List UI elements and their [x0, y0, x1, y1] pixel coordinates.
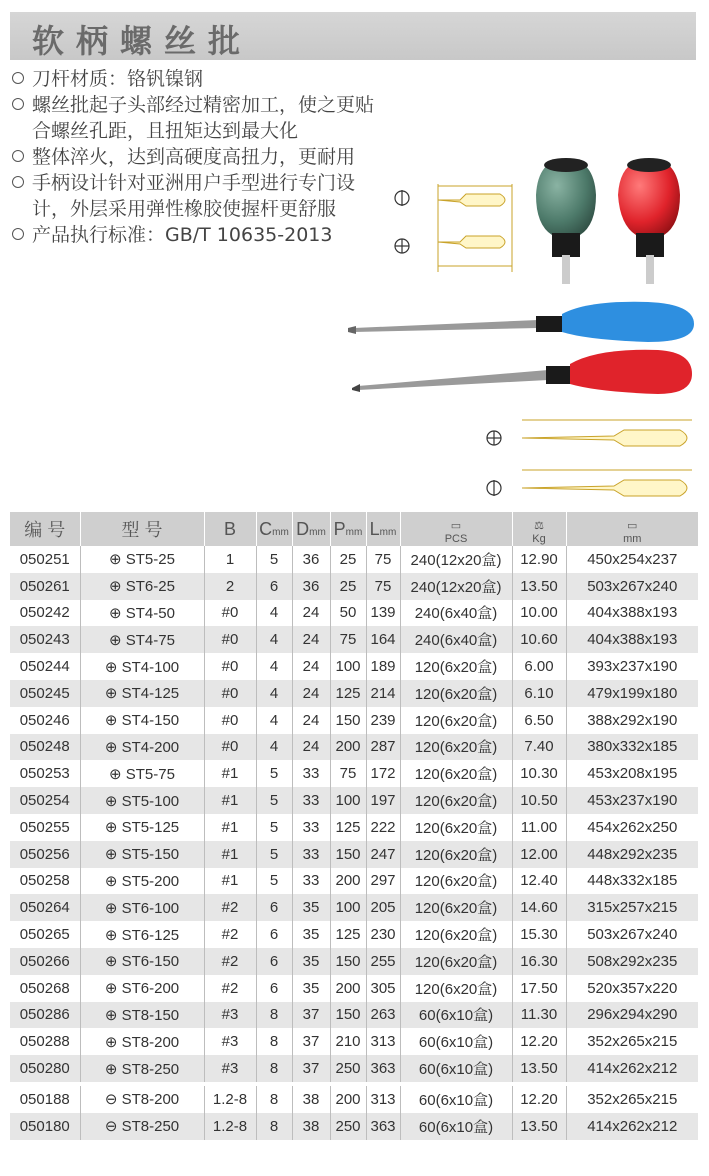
- cell-code: 050266: [10, 948, 80, 975]
- cell-model: ⊕ ST4-50: [80, 600, 204, 627]
- cell-l: 75: [366, 573, 400, 600]
- circle-bullet-icon: [12, 228, 24, 240]
- cell-code: 050245: [10, 680, 80, 707]
- cell-pcs: 120(6x20盒): [400, 787, 512, 814]
- handle-photo: [528, 155, 708, 285]
- cell-kg: 7.40: [512, 734, 566, 761]
- cell-d: 24: [292, 680, 330, 707]
- cell-kg: 10.60: [512, 626, 566, 653]
- spec-table: [10, 512, 698, 1140]
- cell-b: #0: [204, 653, 256, 680]
- cell-p: 200: [330, 734, 366, 761]
- feature-item: 手柄设计针对亚洲用户手型进行专门设计，外层采用弹性橡胶使握杆更舒服: [12, 170, 392, 222]
- table-row: [10, 626, 698, 653]
- cell-code: 050280: [10, 1055, 80, 1082]
- table-body: [10, 546, 698, 1140]
- cell-b: #2: [204, 975, 256, 1002]
- cell-model: ⊕ ST6-125: [80, 921, 204, 948]
- cell-p: 150: [330, 948, 366, 975]
- cell-l: 287: [366, 734, 400, 761]
- cell-d: 37: [292, 1028, 330, 1055]
- cell-c: 5: [256, 868, 292, 895]
- header-b: B: [204, 512, 256, 546]
- cell-p: 250: [330, 1113, 366, 1140]
- cell-b: #0: [204, 626, 256, 653]
- cell-b: #3: [204, 1055, 256, 1082]
- cell-d: 24: [292, 707, 330, 734]
- cell-d: 37: [292, 1055, 330, 1082]
- cell-b: #3: [204, 1028, 256, 1055]
- cell-pcs: 240(6x40盒): [400, 626, 512, 653]
- table-row: [10, 975, 698, 1002]
- cell-l: 139: [366, 600, 400, 627]
- cell-b: #2: [204, 894, 256, 921]
- cell-size: 404x388x193: [566, 626, 698, 653]
- cell-model: ⊕ ST4-100: [80, 653, 204, 680]
- cell-b: #2: [204, 921, 256, 948]
- cell-model: ⊕ ST8-250: [80, 1055, 204, 1082]
- table-row: [10, 1028, 698, 1055]
- cell-l: 363: [366, 1113, 400, 1140]
- cell-c: 4: [256, 680, 292, 707]
- cell-pcs: 120(6x20盒): [400, 975, 512, 1002]
- cell-c: 8: [256, 1002, 292, 1029]
- cell-b: #0: [204, 707, 256, 734]
- cell-model: ⊕ ST5-150: [80, 841, 204, 868]
- cell-pcs: 120(6x20盒): [400, 707, 512, 734]
- cell-code: 050188: [10, 1086, 80, 1113]
- cell-l: 305: [366, 975, 400, 1002]
- cell-model: ⊕ ST6-150: [80, 948, 204, 975]
- table-row: [10, 760, 698, 787]
- cell-d: 38: [292, 1086, 330, 1113]
- cell-b: #0: [204, 600, 256, 627]
- cell-kg: 10.30: [512, 760, 566, 787]
- cell-size: 414x262x212: [566, 1113, 698, 1140]
- cell-size: 414x262x212: [566, 1055, 698, 1082]
- cell-p: 100: [330, 653, 366, 680]
- cell-d: 24: [292, 600, 330, 627]
- table-row: [10, 573, 698, 600]
- table-row: [10, 814, 698, 841]
- cell-p: 125: [330, 680, 366, 707]
- cell-l: 222: [366, 814, 400, 841]
- feature-item: 螺丝批起子头部经过精密加工，使之更贴合螺丝孔距，且扭矩达到最大化: [12, 92, 392, 144]
- cell-kg: 11.30: [512, 1002, 566, 1029]
- cell-l: 230: [366, 921, 400, 948]
- table-row: [10, 1113, 698, 1140]
- cell-b: 2: [204, 573, 256, 600]
- cell-b: #3: [204, 1002, 256, 1029]
- cell-p: 75: [330, 760, 366, 787]
- cell-l: 75: [366, 546, 400, 573]
- cell-size: 296x294x290: [566, 1002, 698, 1029]
- cell-b: #1: [204, 814, 256, 841]
- cell-model: ⊕ ST4-75: [80, 626, 204, 653]
- page-title: 软柄螺丝批: [32, 22, 253, 60]
- cell-code: 050251: [10, 546, 80, 573]
- cell-c: 5: [256, 841, 292, 868]
- cell-size: 404x388x193: [566, 600, 698, 627]
- cell-p: 125: [330, 921, 366, 948]
- cell-code: 050258: [10, 868, 80, 895]
- cell-l: 363: [366, 1055, 400, 1082]
- cell-d: 33: [292, 841, 330, 868]
- header-pcs: ▭ PCS: [400, 512, 512, 546]
- cell-l: 297: [366, 868, 400, 895]
- weight-icon: ⚖: [534, 520, 544, 532]
- table-row: [10, 868, 698, 895]
- cell-p: 250: [330, 1055, 366, 1082]
- cell-size: 479x199x180: [566, 680, 698, 707]
- table-row: [10, 707, 698, 734]
- cell-pcs: 60(6x10盒): [400, 1002, 512, 1029]
- cell-size: 453x208x195: [566, 760, 698, 787]
- cell-kg: 6.50: [512, 707, 566, 734]
- cell-p: 150: [330, 707, 366, 734]
- header-kg: ⚖ Kg: [512, 512, 566, 546]
- circle-bullet-icon: [12, 150, 24, 162]
- cell-kg: 16.30: [512, 948, 566, 975]
- table-row: [10, 600, 698, 627]
- cell-c: 4: [256, 626, 292, 653]
- cell-code: 050255: [10, 814, 80, 841]
- table-row: [10, 546, 698, 573]
- cell-code: 050286: [10, 1002, 80, 1029]
- cell-pcs: 120(6x20盒): [400, 948, 512, 975]
- feature-item: 刀杆材质：铬钒镍钢: [12, 66, 392, 92]
- cell-l: 247: [366, 841, 400, 868]
- cell-code: 050264: [10, 894, 80, 921]
- cell-model: ⊕ ST5-200: [80, 868, 204, 895]
- feature-item: 产品执行标准：GB/T 10635-2013: [12, 222, 392, 248]
- cell-pcs: 120(6x20盒): [400, 894, 512, 921]
- cell-p: 75: [330, 626, 366, 653]
- cell-model: ⊕ ST8-150: [80, 1002, 204, 1029]
- header-l: Lmm: [366, 512, 400, 546]
- cell-code: 050253: [10, 760, 80, 787]
- cell-pcs: 120(6x20盒): [400, 921, 512, 948]
- cell-size: 315x257x215: [566, 894, 698, 921]
- cell-size: 508x292x235: [566, 948, 698, 975]
- cell-model: ⊕ ST5-125: [80, 814, 204, 841]
- cell-size: 450x254x237: [566, 546, 698, 573]
- cell-code: 050254: [10, 787, 80, 814]
- cell-d: 24: [292, 734, 330, 761]
- cell-d: 24: [292, 653, 330, 680]
- cell-size: 448x292x235: [566, 841, 698, 868]
- cell-p: 150: [330, 841, 366, 868]
- table-row: [10, 1055, 698, 1082]
- cell-kg: 12.90: [512, 546, 566, 573]
- cell-c: 5: [256, 546, 292, 573]
- cell-pcs: 240(12x20盒): [400, 573, 512, 600]
- cell-size: 503x267x240: [566, 921, 698, 948]
- cell-pcs: 120(6x20盒): [400, 653, 512, 680]
- cell-kg: 15.30: [512, 921, 566, 948]
- cell-l: 255: [366, 948, 400, 975]
- dimension-diagram: [484, 412, 700, 508]
- header-c: Cmm: [256, 512, 292, 546]
- cell-size: 352x265x215: [566, 1086, 698, 1113]
- cell-b: #1: [204, 868, 256, 895]
- cell-pcs: 240(6x40盒): [400, 600, 512, 627]
- cell-size: 503x267x240: [566, 573, 698, 600]
- table-header-row: [10, 512, 698, 546]
- cell-p: 200: [330, 975, 366, 1002]
- table-row: [10, 1086, 698, 1113]
- cell-size: 520x357x220: [566, 975, 698, 1002]
- circle-bullet-icon: [12, 176, 24, 188]
- circle-bullet-icon: [12, 98, 24, 110]
- cell-code: 050243: [10, 626, 80, 653]
- cell-model: ⊕ ST6-200: [80, 975, 204, 1002]
- cell-d: 35: [292, 948, 330, 975]
- cell-model: ⊕ ST5-75: [80, 760, 204, 787]
- cell-d: 37: [292, 1002, 330, 1029]
- cell-c: 4: [256, 653, 292, 680]
- header-p: Pmm: [330, 512, 366, 546]
- cell-b: #1: [204, 841, 256, 868]
- cell-p: 100: [330, 894, 366, 921]
- circle-bullet-icon: [12, 72, 24, 84]
- table-row: [10, 948, 698, 975]
- cell-size: 380x332x185: [566, 734, 698, 761]
- cell-p: 200: [330, 868, 366, 895]
- cell-model: ⊖ ST8-200: [80, 1086, 204, 1113]
- cell-kg: 12.40: [512, 868, 566, 895]
- cell-d: 24: [292, 626, 330, 653]
- cell-code: 050180: [10, 1113, 80, 1140]
- cell-code: 050261: [10, 573, 80, 600]
- cell-l: 214: [366, 680, 400, 707]
- carton-icon: ▭: [627, 520, 638, 532]
- cell-l: 189: [366, 653, 400, 680]
- table-row: [10, 734, 698, 761]
- cell-kg: 17.50: [512, 975, 566, 1002]
- cell-c: 4: [256, 734, 292, 761]
- cell-c: 8: [256, 1055, 292, 1082]
- cell-c: 5: [256, 814, 292, 841]
- cell-l: 205: [366, 894, 400, 921]
- cell-b: 1: [204, 546, 256, 573]
- header-model: 型 号: [80, 512, 204, 546]
- table-row: [10, 680, 698, 707]
- tip-diagram-top: [388, 180, 520, 274]
- cell-p: 25: [330, 573, 366, 600]
- cell-code: 050246: [10, 707, 80, 734]
- cell-b: #0: [204, 680, 256, 707]
- cell-model: ⊕ ST5-25: [80, 546, 204, 573]
- cell-model: ⊕ ST4-150: [80, 707, 204, 734]
- cell-l: 313: [366, 1086, 400, 1113]
- cell-c: 8: [256, 1086, 292, 1113]
- cell-l: 164: [366, 626, 400, 653]
- cell-code: 050248: [10, 734, 80, 761]
- cell-model: ⊕ ST6-100: [80, 894, 204, 921]
- cell-b: #1: [204, 787, 256, 814]
- table-row: [10, 653, 698, 680]
- cell-d: 33: [292, 814, 330, 841]
- cell-size: 352x265x215: [566, 1028, 698, 1055]
- cell-kg: 11.00: [512, 814, 566, 841]
- cell-model: ⊖ ST8-250: [80, 1113, 204, 1140]
- cell-pcs: 120(6x20盒): [400, 868, 512, 895]
- cell-code: 050244: [10, 653, 80, 680]
- cell-kg: 14.60: [512, 894, 566, 921]
- cell-size: 393x237x190: [566, 653, 698, 680]
- cell-c: 8: [256, 1113, 292, 1140]
- cell-code: 050242: [10, 600, 80, 627]
- cell-kg: 12.20: [512, 1086, 566, 1113]
- table-row: [10, 787, 698, 814]
- cell-d: 33: [292, 868, 330, 895]
- cell-d: 33: [292, 787, 330, 814]
- cell-code: 050288: [10, 1028, 80, 1055]
- cell-pcs: 60(6x10盒): [400, 1028, 512, 1055]
- cell-code: 050268: [10, 975, 80, 1002]
- screwdriver-photo: [318, 284, 700, 400]
- cell-p: 200: [330, 1086, 366, 1113]
- cell-c: 8: [256, 1028, 292, 1055]
- table-row: [10, 921, 698, 948]
- cell-d: 33: [292, 760, 330, 787]
- cell-p: 150: [330, 1002, 366, 1029]
- cell-c: 6: [256, 573, 292, 600]
- cell-pcs: 120(6x20盒): [400, 841, 512, 868]
- cell-d: 35: [292, 975, 330, 1002]
- cell-l: 313: [366, 1028, 400, 1055]
- table-row: [10, 841, 698, 868]
- cell-size: 388x292x190: [566, 707, 698, 734]
- cell-c: 6: [256, 921, 292, 948]
- cell-d: 38: [292, 1113, 330, 1140]
- cell-b: #0: [204, 734, 256, 761]
- cell-kg: 10.50: [512, 787, 566, 814]
- cell-kg: 6.10: [512, 680, 566, 707]
- cell-pcs: 60(6x10盒): [400, 1055, 512, 1082]
- cell-d: 36: [292, 546, 330, 573]
- cell-d: 35: [292, 921, 330, 948]
- cell-model: ⊕ ST4-125: [80, 680, 204, 707]
- cell-c: 5: [256, 787, 292, 814]
- table-row: [10, 1002, 698, 1029]
- cell-l: 263: [366, 1002, 400, 1029]
- cell-l: 239: [366, 707, 400, 734]
- cell-pcs: 60(6x10盒): [400, 1113, 512, 1140]
- cell-kg: 6.00: [512, 653, 566, 680]
- cell-p: 100: [330, 787, 366, 814]
- header-d: Dmm: [292, 512, 330, 546]
- cell-model: ⊕ ST6-25: [80, 573, 204, 600]
- cell-b: #2: [204, 948, 256, 975]
- cell-model: ⊕ ST4-200: [80, 734, 204, 761]
- cell-l: 172: [366, 760, 400, 787]
- cell-pcs: 120(6x20盒): [400, 680, 512, 707]
- cell-kg: 13.50: [512, 1055, 566, 1082]
- box-icon: ▭: [450, 520, 462, 532]
- table-row: [10, 894, 698, 921]
- cell-pcs: 240(12x20盒): [400, 546, 512, 573]
- feature-item: 整体淬火，达到高硬度高扭力，更耐用: [12, 144, 392, 170]
- cell-p: 210: [330, 1028, 366, 1055]
- cell-size: 453x237x190: [566, 787, 698, 814]
- cell-pcs: 120(6x20盒): [400, 760, 512, 787]
- cell-p: 125: [330, 814, 366, 841]
- cell-p: 25: [330, 546, 366, 573]
- cell-b: 1.2-8: [204, 1113, 256, 1140]
- cell-c: 5: [256, 760, 292, 787]
- cell-kg: 13.50: [512, 1113, 566, 1140]
- cell-b: #1: [204, 760, 256, 787]
- feature-list: [12, 66, 392, 248]
- cell-c: 6: [256, 894, 292, 921]
- cell-d: 36: [292, 573, 330, 600]
- cell-p: 50: [330, 600, 366, 627]
- cell-size: 454x262x250: [566, 814, 698, 841]
- cell-model: ⊕ ST8-200: [80, 1028, 204, 1055]
- cell-pcs: 120(6x20盒): [400, 734, 512, 761]
- cell-d: 35: [292, 894, 330, 921]
- cell-pcs: 120(6x20盒): [400, 814, 512, 841]
- cell-c: 6: [256, 975, 292, 1002]
- cell-c: 4: [256, 600, 292, 627]
- cell-size: 448x332x185: [566, 868, 698, 895]
- cell-kg: 12.20: [512, 1028, 566, 1055]
- cell-b: 1.2-8: [204, 1086, 256, 1113]
- cell-kg: 10.00: [512, 600, 566, 627]
- cell-pcs: 60(6x10盒): [400, 1086, 512, 1113]
- cell-model: ⊕ ST5-100: [80, 787, 204, 814]
- cell-l: 197: [366, 787, 400, 814]
- cell-code: 050265: [10, 921, 80, 948]
- cell-kg: 13.50: [512, 573, 566, 600]
- cell-code: 050256: [10, 841, 80, 868]
- cell-kg: 12.00: [512, 841, 566, 868]
- header-size: ▭ mm: [566, 512, 698, 546]
- title-bar: [10, 12, 696, 60]
- header-code: 编 号: [10, 512, 80, 546]
- cell-c: 6: [256, 948, 292, 975]
- cell-c: 4: [256, 707, 292, 734]
